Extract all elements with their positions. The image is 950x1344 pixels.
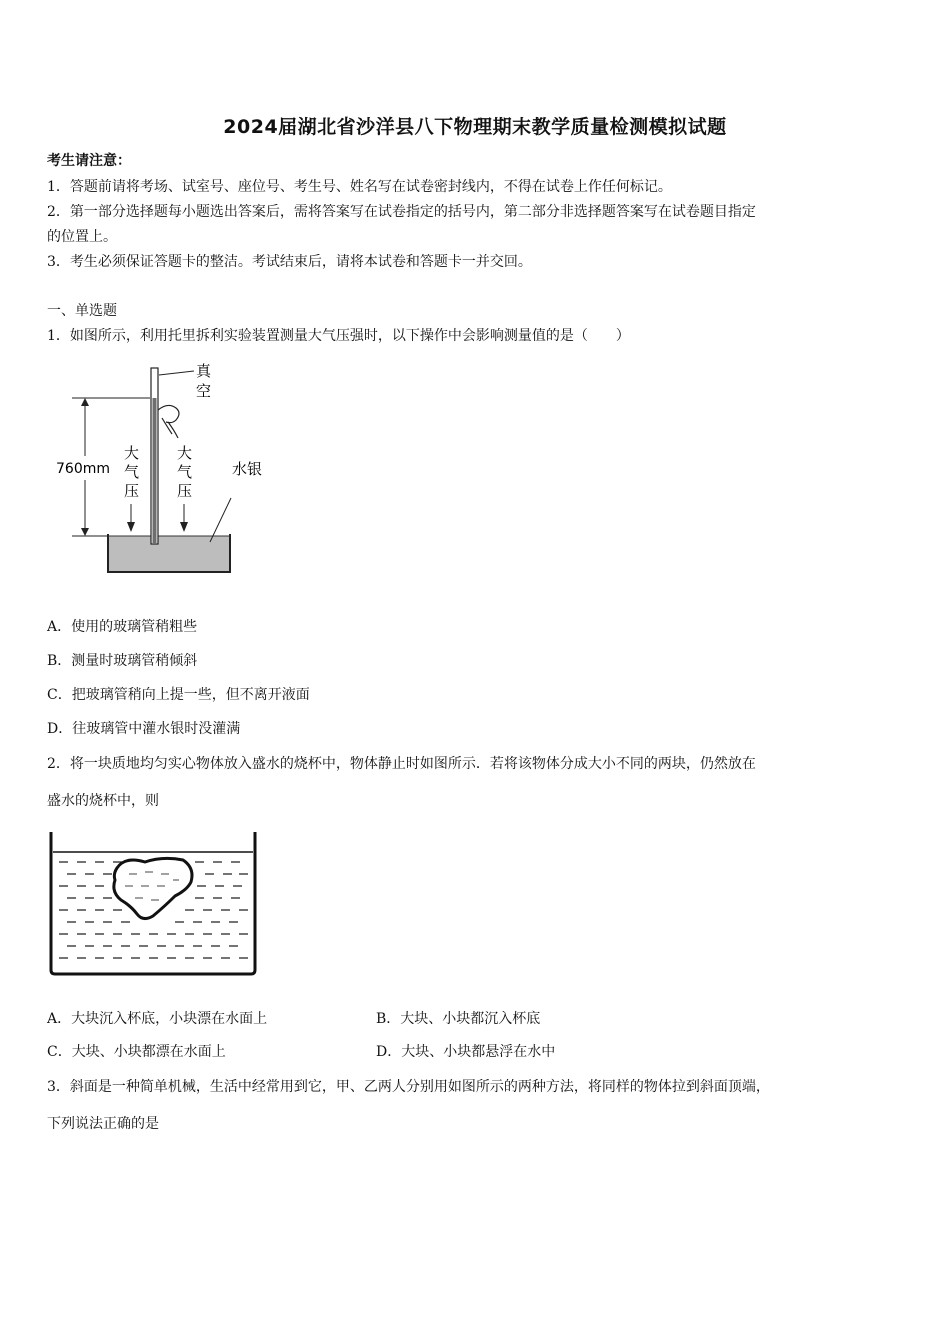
q1-option-d: D．往玻璃管中灌水银时没灌满 (47, 721, 241, 737)
atm-pressure-label: 压 (124, 482, 140, 500)
vacuum-label: 空 (196, 382, 212, 400)
notice-item: 的位置上。 (47, 229, 117, 245)
atm-pressure-label: 气 (177, 463, 193, 481)
question-2-stem: 2．将一块质地均匀实心物体放入盛水的烧杯中，物体静止时如图所示．若将该物体分成大小不同的两块，仍然放在 (47, 756, 756, 772)
notice-item: 1．答题前请将考场、试室号、座位号、考生号、姓名写在试卷密封线内，不得在试卷上作任何标记。 (47, 179, 672, 195)
question-3-stem: 3．斜面是一种简单机械，生活中经常用到它，甲、乙两人分别用如图所示的两种方法，将同样的物体拉到斜面顶端， (47, 1079, 770, 1095)
atm-pressure-label: 大 (124, 444, 140, 462)
q2-option-d: D．大块、小块都悬浮在水中 (376, 1044, 556, 1060)
beaker-figure (45, 830, 265, 978)
vacuum-label: 真 (196, 362, 212, 380)
notice-item: 3．考生必须保证答题卡的整洁。考试结束后，请将本试卷和答题卡一并交回。 (47, 254, 532, 270)
q2-option-a: A．大块沉入杯底，小块漂在水面上 (47, 1011, 268, 1027)
question-1-stem: 1．如图所示，利用托里拆利实验装置测量大气压强时，以下操作中会影响测量值的是（ ） (47, 328, 630, 344)
mercury-pool (109, 536, 229, 571)
atm-pressure-label: 压 (177, 482, 193, 500)
notice-item: 2．第一部分选择题每小题选出答案后，需将答案写在试卷指定的括号内，第二部分非选择题答案写在试卷题目指定 (47, 204, 756, 220)
question-3-stem: 下列说法正确的是 (47, 1116, 159, 1132)
q1-option-b: B．测量时玻璃管稍倾斜 (47, 653, 198, 669)
arrow-down-icon (127, 522, 135, 532)
hand-sketch (158, 405, 179, 438)
q1-option-a: A．使用的玻璃管稍粗些 (47, 619, 198, 635)
mercury-label: 水银 (232, 460, 263, 478)
torricelli-figure (50, 358, 290, 583)
notice-heading: 考生请注意： (47, 153, 131, 169)
question-2-stem: 盛水的烧杯中，则 (47, 793, 159, 809)
section-heading: 一、单选题 (47, 303, 117, 319)
q2-option-b: B．大块、小块都沉入杯底 (376, 1011, 541, 1027)
atm-pressure-label: 气 (124, 463, 140, 481)
floating-object (114, 858, 192, 918)
q2-option-c: C．大块、小块都漂在水面上 (47, 1044, 226, 1060)
page-title: 2024届湖北省沙洋县八下物理期末教学质量检测模拟试题 (223, 116, 727, 138)
height-label: 760mm (56, 461, 110, 477)
q1-option-c: C．把玻璃管稍向上提一些，但不离开液面 (47, 687, 310, 703)
atm-pressure-label: 大 (177, 444, 193, 462)
arrow-down-icon (180, 522, 188, 532)
